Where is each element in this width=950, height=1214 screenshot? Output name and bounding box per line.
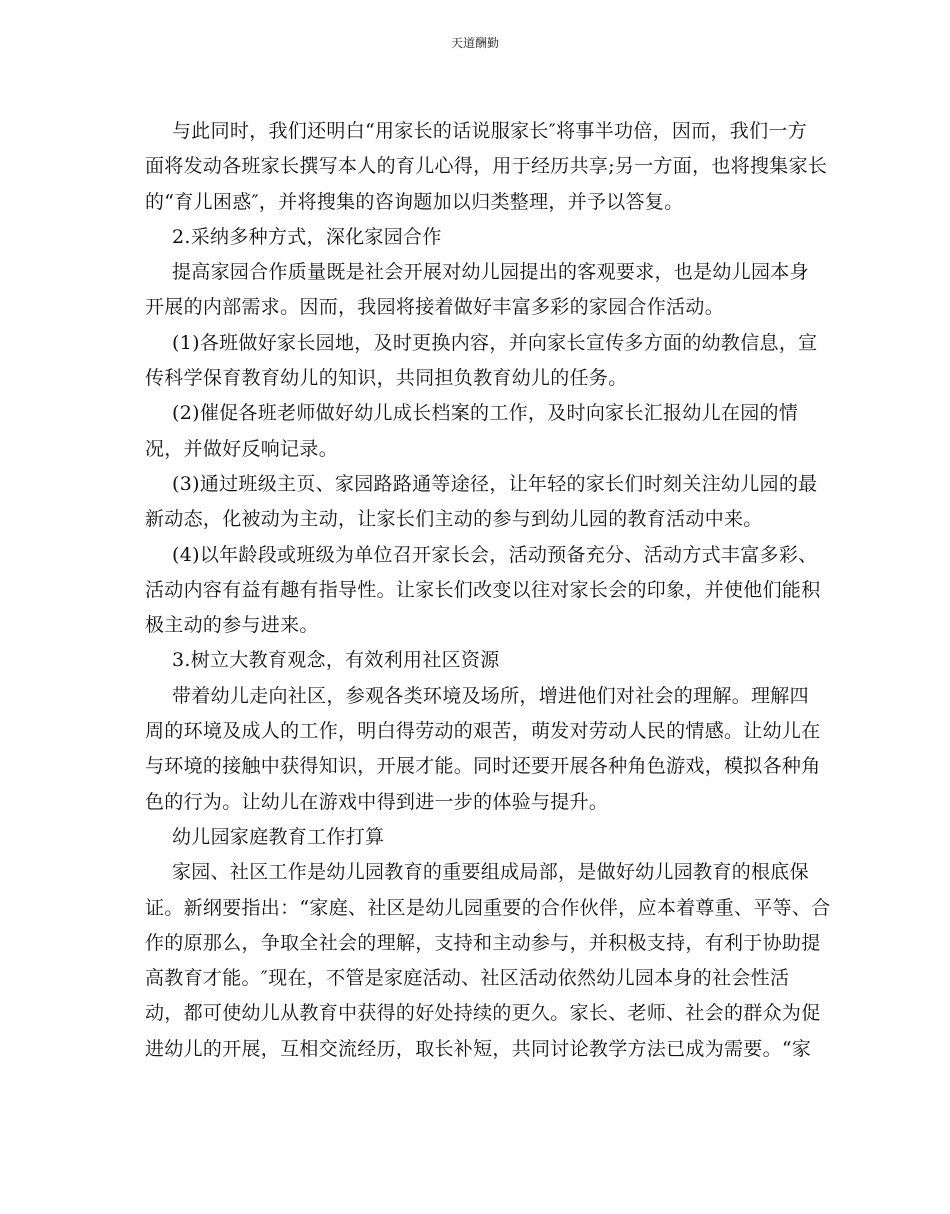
text-line: 面将发动各班家长撰写本人的育儿心得，用于经历共享;另一方面，也将搜集家长 xyxy=(145,155,828,178)
text-line: 证。新纲要指出：“家庭、社区是幼儿园重要的合作伙伴，应本着尊重、平等、合 xyxy=(145,896,831,919)
text-line: 周的环境及成人的工作，明白得劳动的艰苦，萌发对劳动人民的情感。让幼儿在 xyxy=(145,720,821,743)
text-line: 活动内容有益有趣有指导性。让家长们改变以往对家长会的印象，并使他们能积 xyxy=(145,578,821,601)
section-heading: 幼儿园家庭教育工作打算 xyxy=(172,825,385,848)
page-header: 天道酬勤 xyxy=(450,36,499,50)
text-line: 与环境的接触中获得知识，开展才能。同时还要开展各种角色游戏，模拟各种角 xyxy=(145,755,821,778)
text-line: (2)催促各班老师做好幼儿成长档案的工作，及时向家长汇报幼儿在园的情 xyxy=(172,402,799,425)
text-line: (4)以年龄段或班级为单位召开家长会，活动预备充分、活动方式丰富多彩、 xyxy=(172,543,818,566)
text-line: 开展的内部需求。因而，我园将接着做好丰富多彩的家园合作活动。 xyxy=(145,296,725,319)
text-line: 作的原那么，争取全社会的理解，支持和主动参与，并积极支持，有利于协助提 xyxy=(145,931,821,954)
text-line: 传科学保育教育幼儿的知识，共同担负教育幼儿的任务。 xyxy=(145,367,628,390)
text-line: 极主动的参与进来。 xyxy=(145,614,319,637)
text-line: 动，都可使幼儿从教育中获得的好处持续的更久。家长、老师、社会的群众为促 xyxy=(145,1002,821,1025)
text-line: 况，并做好反响记录。 xyxy=(145,437,339,460)
text-line: (1)各班做好家长园地，及时更换内容，并向家长宣传多方面的幼教信息，宣 xyxy=(172,331,818,354)
text-line: 进幼儿的开展，互相交流经历，取长补短，共同讨论教学方法已成为需要。“家 xyxy=(145,1037,812,1060)
text-line: 新动态，化被动为主动，让家长们主动的参与到幼儿园的教育活动中来。 xyxy=(145,508,763,531)
text-line: 提高家园合作质量既是社会开展对幼儿园提出的客观要求，也是幼儿园本身 xyxy=(172,261,809,284)
text-line: 的“育儿困惑″，并将搜集的咨询题加以归类整理，并予以答复。 xyxy=(145,190,684,213)
text-line: (3)通过班级主页、家园路路通等途径，让年轻的家长们时刻关注幼儿园的最 xyxy=(172,472,818,495)
text-line: 带着幼儿走向社区，参观各类环境及场所，增进他们对社会的理解。理解四 xyxy=(172,684,809,707)
section-heading: 3.树立大教育观念，有效利用社区资源 xyxy=(172,649,500,672)
section-heading: 2.采纳多种方式，深化家园合作 xyxy=(172,225,442,248)
text-line: 与此同时，我们还明白“用家长的话说服家长″将事半功倍，因而，我们一方 xyxy=(172,120,808,142)
document-body xyxy=(145,114,831,1067)
text-line: 色的行为。让幼儿在游戏中得到进一步的体验与提升。 xyxy=(145,790,609,813)
text-line: 家园、社区工作是幼儿园教育的重要组成局部，是做好幼儿园教育的根底保 xyxy=(172,861,809,884)
text-line: 高教育才能。″现在，不管是家庭活动、社区活动依然幼儿园本身的社会性活 xyxy=(145,967,790,990)
